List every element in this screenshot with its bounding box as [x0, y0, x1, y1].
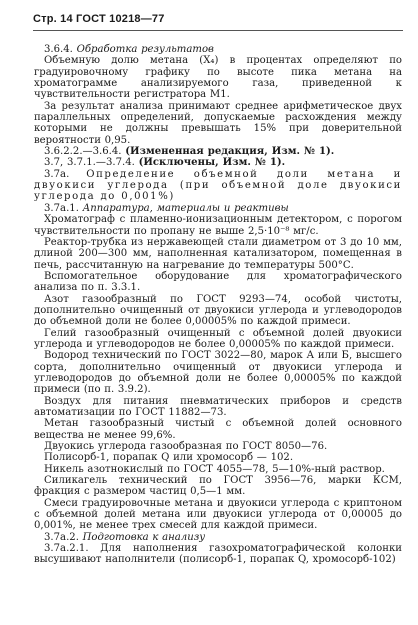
- paragraph-3-7a-2-1: 3.7а.2.1. Для наполнения газохроматографической колонки высушивают наполнители (полисорб-1, порапак Q, хромосорб-102): [34, 543, 402, 566]
- paragraph-3-7a-1: 3.7а.1. Аппаратура, материалы и реактивы: [44, 202, 289, 214]
- paragraph-methane-gas: Метан газообразный чистый с объемной долей основного вещества не менее 99,6%.: [34, 418, 402, 441]
- paragraph-amended: 3.6.2.2.—3.6.4. (Измененная редакция, Изм. № 1).: [44, 146, 335, 158]
- header-rule: [33, 30, 403, 31]
- paragraph-nitrogen: Азот газообразный по ГОСТ 9293—74, особой чистоты, дополнительно очищенный от двуокиси углерода и углеводородов до объемной доли не более 0,00005% по каждой примеси.: [34, 293, 402, 328]
- paragraph-co2: Двуокись углерода газообразная по ГОСТ 8050—76.: [44, 441, 328, 453]
- paragraph-air: Воздух для питания пневматических приборов и средств автоматизации по ГОСТ 11882—73.: [34, 395, 402, 418]
- paragraph-silica: Силикагель технический по ГОСТ 3956—76, марки КСМ, фракция с размером частиц 0,5—1 мм.: [34, 475, 402, 498]
- paragraph-3-7a-2: 3.7а.2. Подготовка к анализу: [44, 531, 206, 543]
- paragraph-3-7a: 3.7а. Определение объемной доли метана и двуокиси углерода (при объемной доле двуокиси углерода до 0,001%): [34, 168, 402, 203]
- paragraph-auxiliary: Вспомогательное оборудование для хроматографического анализа по п. 3.3.1.: [34, 270, 402, 294]
- page-header: Стр. 14 ГОСТ 10218—77: [33, 13, 165, 25]
- paragraph-3-6-4: 3.6.4. Обработка результатов: [44, 44, 214, 55]
- document-body: [34, 44, 402, 566]
- paragraph-result: За результат анализа принимают среднее арифметическое двух параллельных определений, допускаемые расхождения между которыми не должны превышать 15% при доверительной вероятности 0,95.: [34, 100, 402, 146]
- paragraph-nickel: Никель азотнокислый по ГОСТ 4055—78, 5—10%-ный раствор.: [44, 463, 385, 475]
- paragraph-excluded: 3.7, 3.7.1.—3.7.4. (Исключены, Изм. № 1).: [44, 157, 286, 169]
- paragraph-methane-fraction: Объемную долю метана (X₄) в процентах определяют по градуировочному графику по высоте пика метана на хроматограмме анализируемого газа, приведенной к чувствительности регистратора М1.: [34, 55, 402, 101]
- paragraph-reactor: Реактор-трубка из нержавеющей стали диаметром от 3 до 10 мм, длиной 200—300 мм, наполненная катализатором, помещенная в печь, рассчитанную на нагревание до температуры 500°С.: [34, 236, 402, 271]
- paragraph-helium: Гелий газообразный очищенный с объемной долей двуокиси углерода и углеводородов не более 0,00005% по каждой примеси.: [34, 327, 402, 350]
- paragraph-hydrogen: Водород технический по ГОСТ 3022—80, марок А или Б, высшего сорта, дополнительно очищенный от двуокиси углерода и углеводородов до объемной доли не более 0,00005% по каждой примеси (по п. 3.9.2).: [34, 350, 402, 396]
- paragraph-mixtures: Смеси градуировочные метана и двуокиси углерода с криптоном с объемной долей метана или двуокиси углерода от 0,00005 до 0,001%, не менее трех смесей для каждой примеси.: [34, 497, 402, 532]
- paragraph-polysorb: Полисорб-1, порапак Q или хромосорб — 102.: [44, 452, 294, 464]
- paragraph-chromatograph: Хроматограф с пламенно-ионизационным детектором, с порогом чувствительности по пропану не выше 2,5·10⁻⁸ мг/с.: [34, 214, 402, 237]
